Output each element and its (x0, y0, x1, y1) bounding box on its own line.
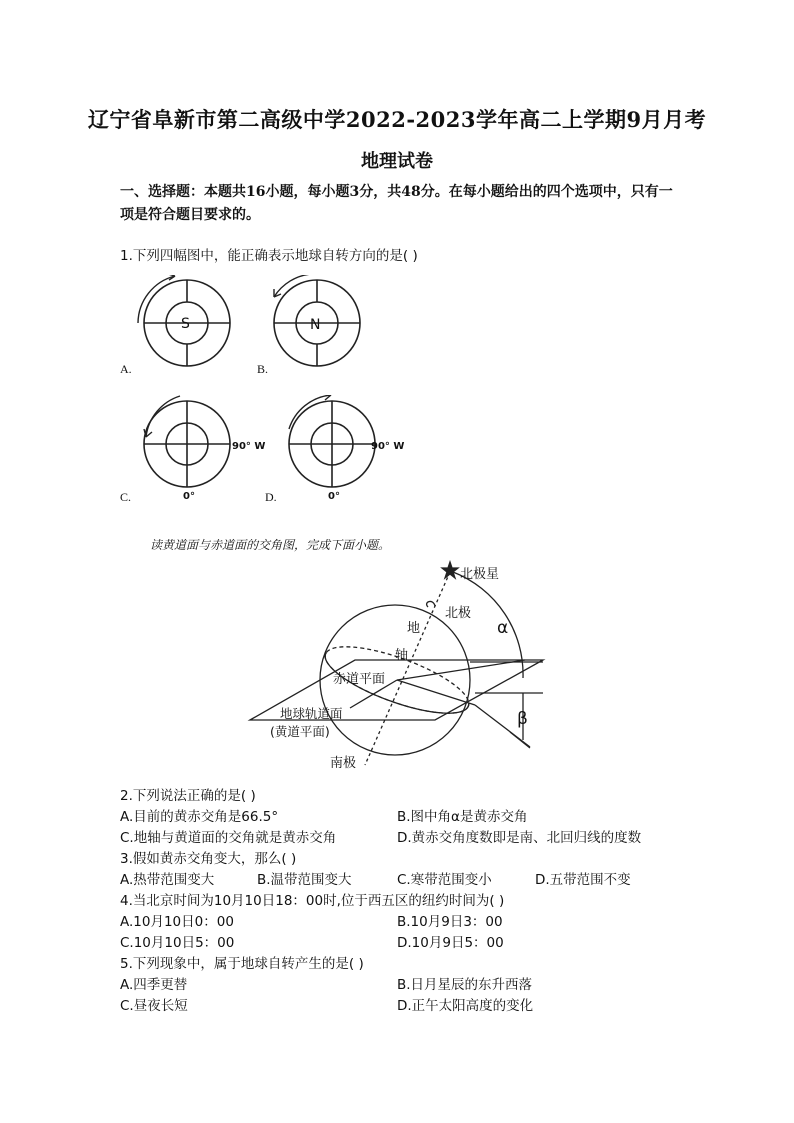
globe-c-diagram (144, 396, 230, 487)
q3-option-a: A.热带范围变大 (120, 872, 215, 888)
label-axis-1: 地 (407, 621, 421, 636)
pole-label-s: S (181, 316, 190, 332)
q4-option-b: B.10月9日3：00 (397, 914, 503, 930)
figure-c (130, 395, 270, 505)
label-north-pole: 北极 (445, 606, 472, 621)
q3-stem: 3.假如黄赤交角变大，那么( ) (120, 851, 297, 867)
prime-meridian-label-c: 0° (183, 491, 195, 502)
q2-stem: 2.下列说法正确的是( ) (120, 788, 256, 804)
meridian-label-d: 90° W (371, 441, 405, 452)
exam-subtitle: 地理试卷 (361, 151, 433, 172)
section-heading: 一、选择题：本题共16小题，每小题3分，共48分。在每小题给出的四个选项中，只有一项是符合题目要求的。 (120, 184, 673, 223)
q2-option-b: B.图中角α是黄赤交角 (397, 809, 528, 825)
pole-label-n: N (310, 317, 321, 333)
q1-option-d-label: D. (265, 490, 277, 504)
q4-option-c: C.10月10日5：00 (120, 935, 235, 951)
q4-option-a: A.10月10日0：00 (120, 914, 234, 930)
q5-option-d: D.正午太阳高度的变化 (397, 998, 534, 1014)
q2-option-d: D.黄赤交角度数即是南、北回归线的度数 (397, 830, 642, 846)
prime-meridian-label-d: 0° (328, 491, 340, 502)
meridian-label-c: 90° W (232, 441, 266, 452)
label-polaris: 北极星 (460, 567, 500, 582)
q1-option-a-label: A. (120, 362, 132, 376)
figure-d (275, 395, 415, 505)
q3-option-c: C.寒带范围变小 (397, 872, 492, 888)
label-beta: β (517, 709, 528, 729)
q3-option-d: D.五带范围不变 (535, 872, 631, 888)
label-south-pole: 南极 (330, 756, 357, 771)
q5-option-c: C.昼夜长短 (120, 998, 188, 1014)
q2-option-c: C.地轴与黄道面的交角就是黄赤交角 (120, 830, 337, 846)
q5-option-b: B.日月星辰的东升西落 (397, 977, 533, 993)
q3-option-b: B.温带范围变大 (257, 872, 352, 888)
figure-a (130, 275, 270, 375)
q4-stem: 4.当北京时间为10月10日18：00时,位于西五区的纽约时间为( ) (120, 893, 505, 909)
q5-stem: 5.下列现象中，属于地球自转产生的是( ) (120, 956, 364, 972)
globe-d-diagram (289, 395, 375, 487)
exam-title: 辽宁省阜新市第二高级中学2022-2023学年高二上学期9月月考 (87, 107, 707, 132)
q4-option-d: D.10月9日5：00 (397, 935, 504, 951)
q1-option-b-label: B. (257, 362, 269, 376)
figure-b (270, 275, 390, 375)
ecliptic-figure (245, 560, 555, 775)
label-alpha: α (497, 618, 509, 638)
label-axis-2: 轴 (395, 648, 409, 663)
q2-option-a: A.目前的黄赤交角是66.5° (120, 809, 279, 825)
label-ecliptic-plane: (黄道平面) (270, 724, 330, 739)
q1-option-c-label: C. (120, 490, 132, 504)
label-equator-plane: 赤道平面 (333, 672, 386, 687)
q1-stem: 1.下列四幅图中，能正确表示地球自转方向的是( ) (120, 248, 418, 264)
figure-intro: 读黄道面与赤道面的交角图，完成下面小题。 (150, 538, 391, 552)
q5-option-a: A.四季更替 (120, 977, 188, 993)
label-orbit-plane: 地球轨道面 (280, 706, 343, 721)
